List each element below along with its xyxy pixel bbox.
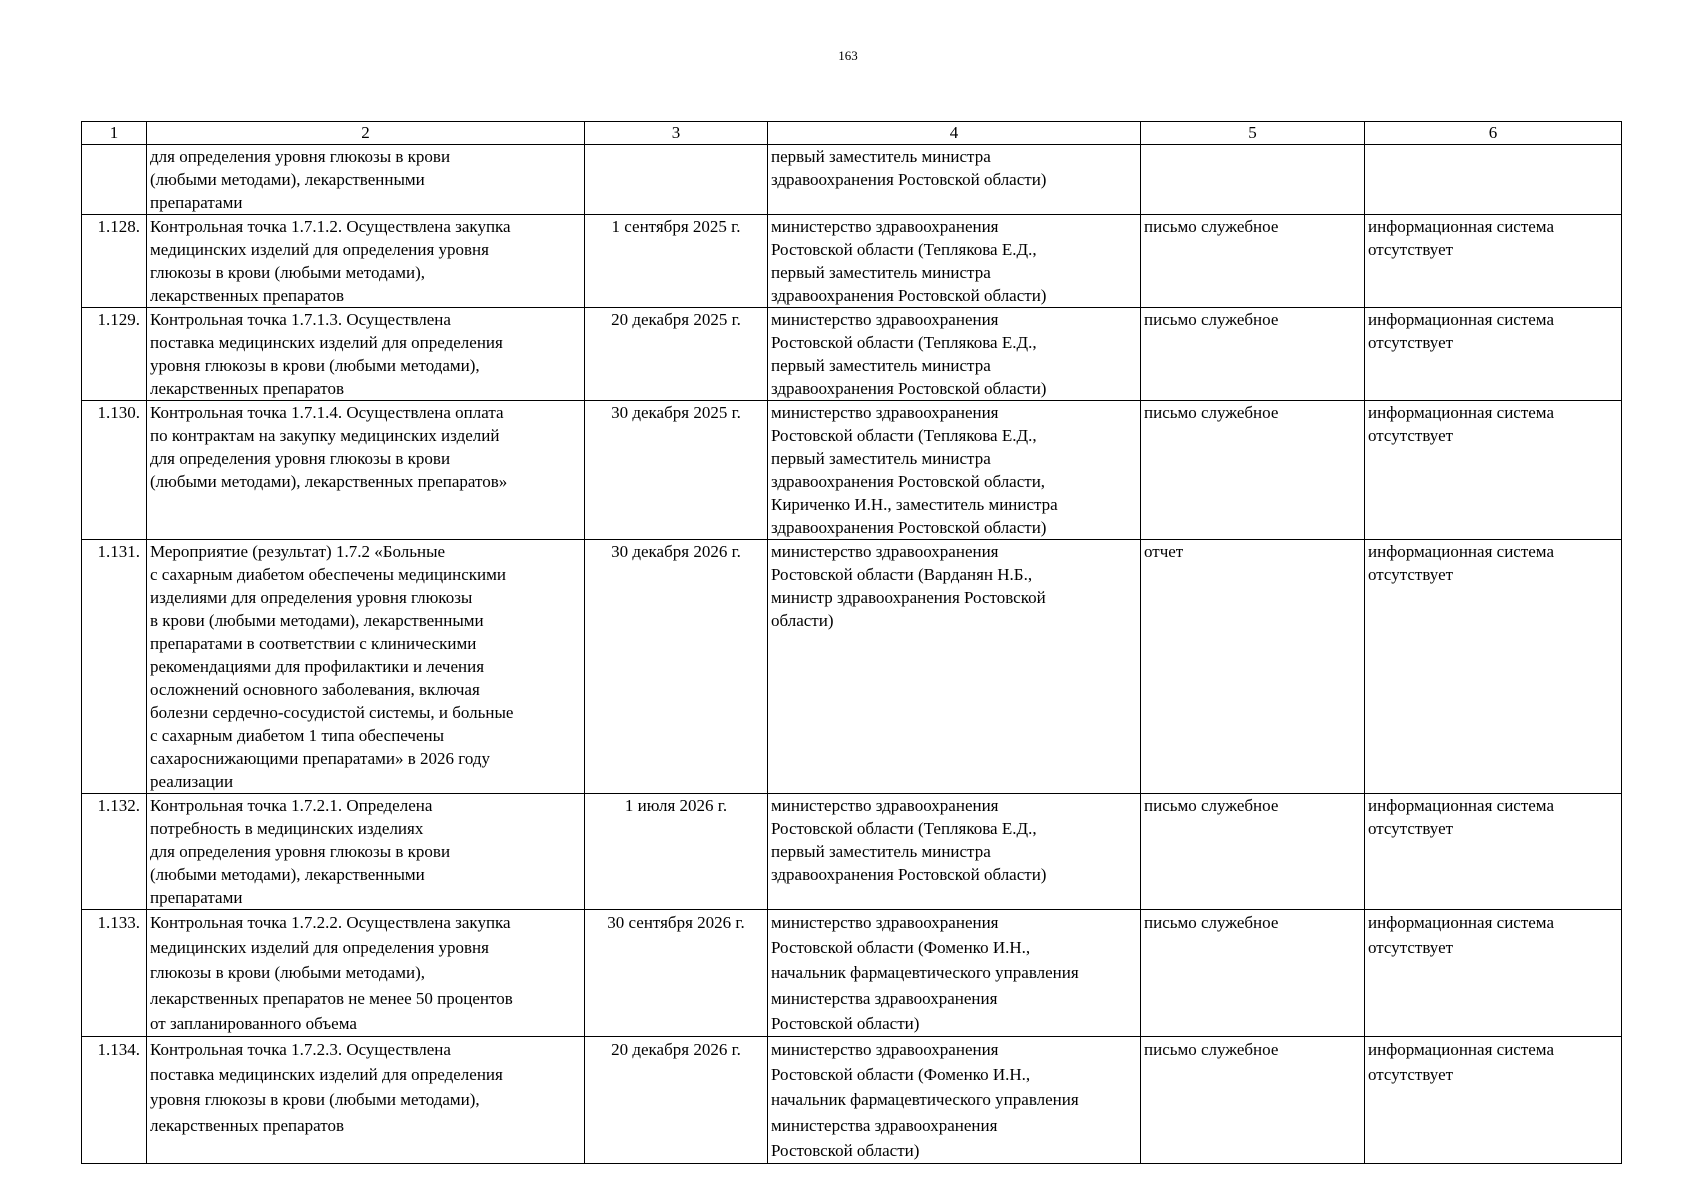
row-name: Контрольная точка 1.7.2.3. Осуществлена поставка медицинских изделий для определения уровня глюкозы в крови (любыми методами), лекарственных препаратов (147, 1037, 585, 1164)
header-row (82, 122, 1622, 145)
row-responsible: министерство здравоохранения Ростовской области (Фоменко И.Н., начальник фармацевтического управления министерства здравоохранения Ростовской области) (768, 910, 1141, 1037)
row-number: 1.129. (82, 308, 147, 401)
table-row (82, 145, 1622, 215)
row-date: 30 декабря 2026 г. (585, 540, 768, 794)
row-system: информационная система отсутствует (1365, 794, 1622, 910)
row-responsible: министерство здравоохранения Ростовской области (Теплякова Е.Д., первый заместитель министра здравоохранения Ростовской области) (768, 215, 1141, 308)
row-responsible: министерство здравоохранения Ростовской области (Теплякова Е.Д., первый заместитель министра здравоохранения Ростовской области) (768, 308, 1141, 401)
row-responsible: министерство здравоохранения Ростовской области (Теплякова Е.Д., первый заместитель министра здравоохранения Ростовской области) (768, 794, 1141, 910)
row-name: Мероприятие (результат) 1.7.2 «Больные с сахарным диабетом обеспечены медицинскими изделиями для определения уровня глюкозы в крови (любыми методами), лекарственными препаратами в соответствии с клиническими рекомендациями для профилактики и лечения осложнений основного заболевания, включая болезни сердечно-сосудистой системы, и больные с сахарным диабетом 1 типа обеспечены сахароснижающими препаратами» в 2026 году реализации (147, 540, 585, 794)
row-name: Контрольная точка 1.7.1.4. Осуществлена оплата по контрактам на закупку медицинских изделий для определения уровня глюкозы в крови (любыми методами), лекарственных препаратов» (147, 401, 585, 540)
row-document (1141, 145, 1365, 215)
row-name: Контрольная точка 1.7.2.1. Определена потребность в медицинских изделиях для определения уровня глюкозы в крови (любыми методами), лекарственными препаратами (147, 794, 585, 910)
row-system: информационная система отсутствует (1365, 215, 1622, 308)
row-system: информационная система отсутствует (1365, 308, 1622, 401)
row-name: Контрольная точка 1.7.2.2. Осуществлена закупка медицинских изделий для определения уровня глюкозы в крови (любыми методами), лекарственных препаратов не менее 50 процентов от запланированного объема (147, 910, 585, 1037)
row-system: информационная система отсутствует (1365, 401, 1622, 540)
table-row (82, 1037, 1622, 1164)
row-document: отчет (1141, 540, 1365, 794)
row-date: 20 декабря 2026 г. (585, 1037, 768, 1164)
row-number: 1.131. (82, 540, 147, 794)
row-system: информационная система отсутствует (1365, 540, 1622, 794)
row-date: 20 декабря 2025 г. (585, 308, 768, 401)
header-col-4: 4 (768, 122, 1141, 145)
row-number: 1.134. (82, 1037, 147, 1164)
row-system: информационная система отсутствует (1365, 1037, 1622, 1164)
row-date: 1 сентября 2025 г. (585, 215, 768, 308)
header-col-3: 3 (585, 122, 768, 145)
table-row (82, 540, 1622, 794)
row-number: 1.128. (82, 215, 147, 308)
row-document: письмо служебное (1141, 215, 1365, 308)
header-col-1: 1 (82, 122, 147, 145)
row-document: письмо служебное (1141, 1037, 1365, 1164)
table-row (82, 401, 1622, 540)
row-name: Контрольная точка 1.7.1.2. Осуществлена закупка медицинских изделий для определения уровня глюкозы в крови (любыми методами), лекарственных препаратов (147, 215, 585, 308)
row-document: письмо служебное (1141, 910, 1365, 1037)
row-system: информационная система отсутствует (1365, 910, 1622, 1037)
row-document: письмо служебное (1141, 308, 1365, 401)
row-document: письмо служебное (1141, 794, 1365, 910)
row-system (1365, 145, 1622, 215)
row-name: Контрольная точка 1.7.1.3. Осуществлена поставка медицинских изделий для определения уровня глюкозы в крови (любыми методами), лекарственных препаратов (147, 308, 585, 401)
row-number (82, 145, 147, 215)
header-col-5: 5 (1141, 122, 1365, 145)
row-responsible: министерство здравоохранения Ростовской области (Фоменко И.Н., начальник фармацевтического управления министерства здравоохранения Ростовской области) (768, 1037, 1141, 1164)
header-col-6: 6 (1365, 122, 1622, 145)
row-date (585, 145, 768, 215)
row-name: для определения уровня глюкозы в крови (любыми методами), лекарственными препаратами (147, 145, 585, 215)
table-row (82, 308, 1622, 401)
row-document: письмо служебное (1141, 401, 1365, 540)
table-row (82, 910, 1622, 1037)
row-date: 30 декабря 2025 г. (585, 401, 768, 540)
row-responsible: министерство здравоохранения Ростовской области (Варданян Н.Б., министр здравоохранения Ростовской области) (768, 540, 1141, 794)
row-responsible: министерство здравоохранения Ростовской области (Теплякова Е.Д., первый заместитель министра здравоохранения Ростовской области, Кириченко И.Н., заместитель министра здравоохранения Ростовской области) (768, 401, 1141, 540)
page-number: 163 (838, 48, 858, 63)
header-col-2: 2 (147, 122, 585, 145)
row-number: 1.130. (82, 401, 147, 540)
row-responsible: первый заместитель министра здравоохранения Ростовской области) (768, 145, 1141, 215)
row-number: 1.132. (82, 794, 147, 910)
plan-table (81, 121, 1622, 1164)
row-date: 1 июля 2026 г. (585, 794, 768, 910)
table-row (82, 794, 1622, 910)
table-row (82, 215, 1622, 308)
row-date: 30 сентября 2026 г. (585, 910, 768, 1037)
row-number: 1.133. (82, 910, 147, 1037)
